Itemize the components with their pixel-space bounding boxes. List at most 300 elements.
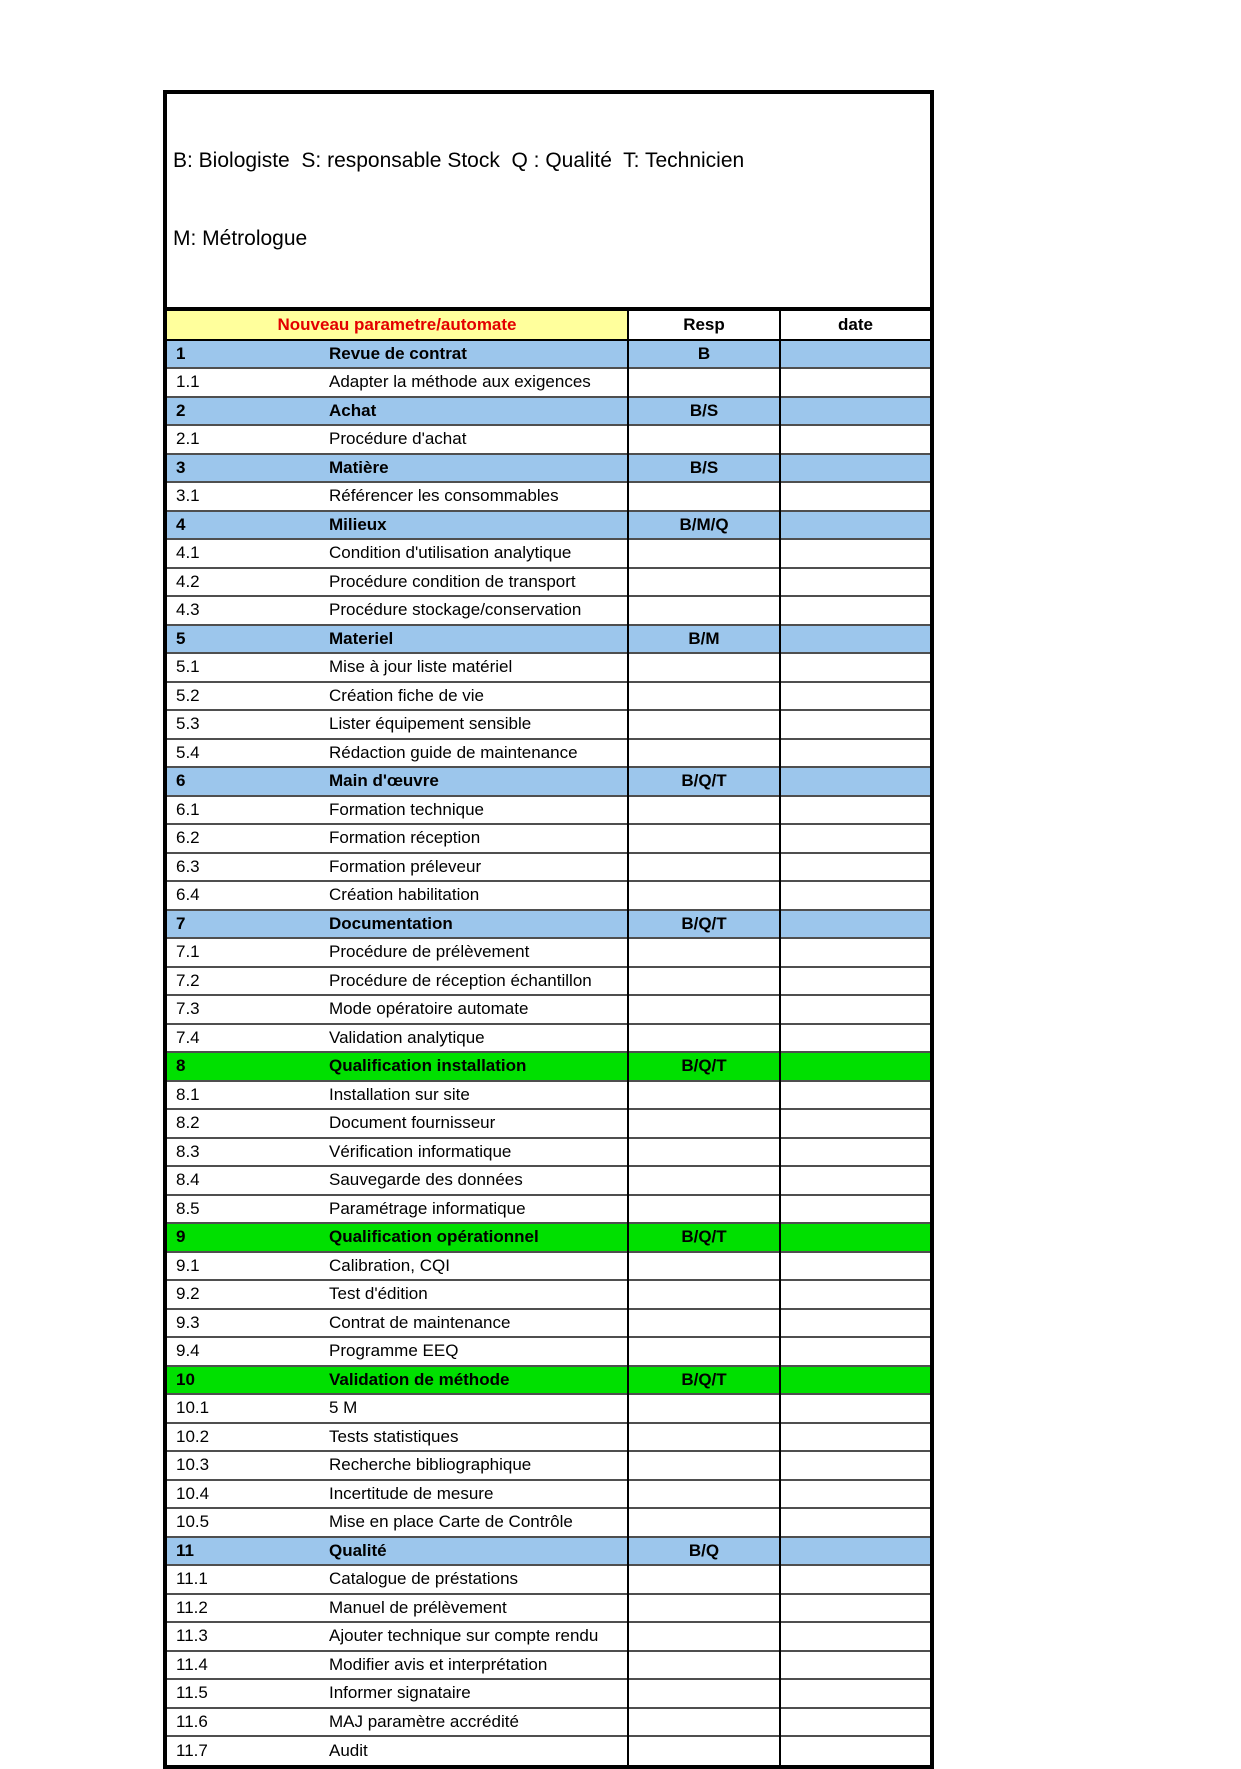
row-label: Sauvegarde des données (329, 1170, 523, 1190)
resp-cell (628, 1708, 780, 1737)
row-label: Lister équipement sensible (329, 714, 532, 734)
table-row (167, 938, 930, 967)
row-label: Catalogue de préstations (329, 1569, 519, 1589)
date-cell (780, 853, 930, 882)
resp-cell (628, 796, 780, 825)
resp-cell (628, 1138, 780, 1167)
table-row (167, 539, 930, 568)
planning-table (167, 311, 930, 1765)
table-row (167, 625, 930, 654)
row-label: Installation sur site (329, 1084, 470, 1104)
resp-cell (628, 995, 780, 1024)
row-number: 9.1 (176, 1255, 200, 1275)
param-cell (167, 1679, 628, 1708)
param-cell (167, 739, 628, 768)
resp-cell (628, 1451, 780, 1480)
row-label: Recherche bibliographique (329, 1455, 532, 1475)
column-header-date: date (780, 311, 930, 340)
resp-cell (628, 1651, 780, 1680)
row-label: Milieux (329, 514, 387, 534)
table-row (167, 1708, 930, 1737)
row-label: Rédaction guide de maintenance (329, 742, 578, 762)
resp-cell: B (628, 340, 780, 369)
resp-cell (628, 881, 780, 910)
param-cell (167, 1109, 628, 1138)
param-cell (167, 881, 628, 910)
param-cell (167, 340, 628, 369)
date-cell (780, 482, 930, 511)
row-label: Validation de méthode (329, 1369, 510, 1389)
resp-cell: B/Q/T (628, 1223, 780, 1252)
table-row (167, 1537, 930, 1566)
param-cell (167, 1423, 628, 1452)
row-number: 4 (176, 514, 186, 534)
date-cell (780, 710, 930, 739)
param-cell (167, 539, 628, 568)
resp-cell (628, 1679, 780, 1708)
param-cell (167, 910, 628, 939)
date-cell (780, 1195, 930, 1224)
table-row (167, 1736, 930, 1765)
row-number: 8 (176, 1056, 186, 1076)
table-row (167, 710, 930, 739)
legend-line-1: B: Biologiste S: responsable Stock Q : Qualité T: Technicien (173, 149, 745, 172)
resp-cell (628, 1508, 780, 1537)
param-cell (167, 625, 628, 654)
row-number: 4.3 (176, 600, 200, 620)
row-number: 11.1 (176, 1569, 208, 1589)
param-cell (167, 511, 628, 540)
table-row (167, 1052, 930, 1081)
row-label: Procédure stockage/conservation (329, 600, 582, 620)
row-number: 8.3 (176, 1141, 200, 1161)
table-row (167, 1451, 930, 1480)
date-cell (780, 910, 930, 939)
row-label: Tests statistiques (329, 1426, 459, 1446)
row-label: Materiel (329, 628, 394, 648)
resp-cell (628, 938, 780, 967)
date-cell (780, 739, 930, 768)
table-row (167, 1480, 930, 1509)
row-label: Création habilitation (329, 885, 480, 905)
row-number: 7.2 (176, 970, 200, 990)
table-row (167, 1366, 930, 1395)
param-cell (167, 853, 628, 882)
resp-cell (628, 1736, 780, 1765)
legend-box (167, 94, 930, 311)
table-row (167, 824, 930, 853)
row-number: 10.4 (176, 1483, 210, 1503)
date-cell (780, 1736, 930, 1765)
row-label: Modifier avis et interprétation (329, 1654, 548, 1674)
table-row (167, 1679, 930, 1708)
param-cell (167, 767, 628, 796)
legend-line-2: M: Métrologue (173, 227, 308, 250)
param-cell (167, 1337, 628, 1366)
date-cell (780, 767, 930, 796)
row-number: 4.2 (176, 571, 200, 591)
row-number: 8.4 (176, 1170, 200, 1190)
resp-cell: B/S (628, 397, 780, 426)
date-cell (780, 1337, 930, 1366)
row-label: Mise à jour liste matériel (329, 657, 513, 677)
row-label: Documentation (329, 913, 453, 933)
param-cell (167, 596, 628, 625)
table-row (167, 881, 930, 910)
row-label: Formation technique (329, 799, 484, 819)
param-cell (167, 1394, 628, 1423)
table-row (167, 568, 930, 597)
row-label: Ajouter technique sur compte rendu (329, 1626, 599, 1646)
row-number: 10 (176, 1369, 195, 1389)
table-row (167, 511, 930, 540)
row-number: 3.1 (176, 486, 200, 506)
param-cell (167, 482, 628, 511)
param-cell (167, 653, 628, 682)
row-number: 3 (176, 457, 186, 477)
table-row (167, 596, 930, 625)
param-cell (167, 1708, 628, 1737)
resp-cell (628, 368, 780, 397)
row-label: Incertitude de mesure (329, 1483, 494, 1503)
row-label: Validation analytique (329, 1027, 485, 1047)
table-row (167, 1280, 930, 1309)
date-cell (780, 454, 930, 483)
resp-cell: B/M/Q (628, 511, 780, 540)
date-cell (780, 397, 930, 426)
date-cell (780, 1651, 930, 1680)
param-cell (167, 967, 628, 996)
table-row (167, 1109, 930, 1138)
resp-cell (628, 1195, 780, 1224)
param-cell (167, 425, 628, 454)
date-cell (780, 511, 930, 540)
row-number: 4.1 (176, 543, 200, 563)
table-body (167, 340, 930, 1765)
param-cell (167, 1195, 628, 1224)
param-cell (167, 1138, 628, 1167)
table-row (167, 397, 930, 426)
date-cell (780, 1508, 930, 1537)
table-row (167, 1622, 930, 1651)
param-cell (167, 1252, 628, 1281)
resp-cell (628, 596, 780, 625)
row-label: Programme EEQ (329, 1341, 459, 1361)
row-number: 6.1 (176, 799, 200, 819)
row-number: 6.4 (176, 885, 200, 905)
param-cell (167, 682, 628, 711)
row-number: 10.5 (176, 1512, 210, 1532)
date-cell (780, 1252, 930, 1281)
row-label: 5 M (329, 1398, 358, 1418)
resp-cell: B/Q/T (628, 1366, 780, 1395)
date-cell (780, 368, 930, 397)
resp-cell (628, 568, 780, 597)
param-cell (167, 824, 628, 853)
param-cell (167, 1309, 628, 1338)
param-cell (167, 938, 628, 967)
row-number: 11.3 (176, 1626, 208, 1646)
row-number: 7.3 (176, 999, 200, 1019)
row-label: Qualification installation (329, 1056, 527, 1076)
row-label: Référencer les consommables (329, 486, 559, 506)
row-label: Matière (329, 457, 389, 477)
planning-table-container (163, 90, 934, 1769)
table-row (167, 653, 930, 682)
resp-cell (628, 682, 780, 711)
date-cell (780, 1309, 930, 1338)
row-number: 7 (176, 913, 186, 933)
row-label: Calibration, CQI (329, 1255, 450, 1275)
resp-cell (628, 482, 780, 511)
row-label: Condition d'utilisation analytique (329, 543, 572, 563)
row-label: Vérification informatique (329, 1141, 512, 1161)
date-cell (780, 340, 930, 369)
date-cell (780, 938, 930, 967)
param-cell (167, 995, 628, 1024)
table-row (167, 1508, 930, 1537)
param-cell (167, 1280, 628, 1309)
row-number: 5.1 (176, 657, 200, 677)
resp-cell (628, 967, 780, 996)
row-number: 9.4 (176, 1341, 200, 1361)
row-label: Adapter la méthode aux exigences (329, 372, 591, 392)
table-row (167, 995, 930, 1024)
row-label: Procédure condition de transport (329, 571, 576, 591)
param-cell (167, 1565, 628, 1594)
resp-cell (628, 1166, 780, 1195)
date-cell (780, 1480, 930, 1509)
row-number: 11.4 (176, 1654, 208, 1674)
resp-cell (628, 1565, 780, 1594)
resp-cell (628, 1394, 780, 1423)
date-cell (780, 1622, 930, 1651)
row-number: 8.5 (176, 1198, 200, 1218)
param-cell (167, 1622, 628, 1651)
resp-cell (628, 853, 780, 882)
table-row (167, 1309, 930, 1338)
row-number: 11.7 (176, 1740, 208, 1760)
resp-cell: B/Q/T (628, 767, 780, 796)
row-label: Revue de contrat (329, 343, 467, 363)
date-cell (780, 1366, 930, 1395)
table-row (167, 1223, 930, 1252)
table-row (167, 1337, 930, 1366)
table-row (167, 967, 930, 996)
row-label: Formation préleveur (329, 856, 482, 876)
row-number: 8.1 (176, 1084, 200, 1104)
param-cell (167, 1223, 628, 1252)
resp-cell (628, 1024, 780, 1053)
resp-cell: B/Q (628, 1537, 780, 1566)
date-cell (780, 1423, 930, 1452)
row-number: 11.5 (176, 1683, 208, 1703)
param-cell (167, 1052, 628, 1081)
resp-cell (628, 710, 780, 739)
row-number: 11.6 (176, 1711, 208, 1731)
date-cell (780, 1109, 930, 1138)
table-header-row (167, 311, 930, 340)
row-number: 11.2 (176, 1597, 208, 1617)
row-number: 9 (176, 1227, 186, 1247)
param-cell (167, 1081, 628, 1110)
param-cell (167, 568, 628, 597)
table-row (167, 796, 930, 825)
date-cell (780, 625, 930, 654)
resp-cell (628, 1252, 780, 1281)
row-label: Informer signataire (329, 1683, 471, 1703)
param-cell (167, 1508, 628, 1537)
table-row (167, 1252, 930, 1281)
table-row (167, 1423, 930, 1452)
row-number: 11 (176, 1540, 194, 1560)
date-cell (780, 539, 930, 568)
row-number: 2 (176, 400, 186, 420)
resp-cell: B/S (628, 454, 780, 483)
row-number: 9.3 (176, 1312, 200, 1332)
date-cell (780, 1166, 930, 1195)
resp-cell (628, 1309, 780, 1338)
date-cell (780, 682, 930, 711)
row-label: MAJ paramètre accrédité (329, 1711, 519, 1731)
resp-cell (628, 1337, 780, 1366)
row-label: Procédure de réception échantillon (329, 970, 592, 990)
row-number: 1 (176, 343, 186, 363)
row-number: 2.1 (176, 429, 200, 449)
row-label: Procédure de prélèvement (329, 942, 530, 962)
row-number: 5.3 (176, 714, 200, 734)
date-cell (780, 1081, 930, 1110)
date-cell (780, 1679, 930, 1708)
date-cell (780, 1024, 930, 1053)
row-number: 8.2 (176, 1113, 200, 1133)
row-label: Formation réception (329, 828, 481, 848)
table-row (167, 739, 930, 768)
row-number: 9.2 (176, 1284, 200, 1304)
param-cell (167, 796, 628, 825)
row-number: 10.1 (176, 1398, 210, 1418)
param-cell (167, 454, 628, 483)
row-label: Qualité (329, 1540, 387, 1560)
resp-cell (628, 653, 780, 682)
table-row (167, 1565, 930, 1594)
table-row (167, 853, 930, 882)
table-row (167, 482, 930, 511)
row-label: Contrat de maintenance (329, 1312, 511, 1332)
date-cell (780, 967, 930, 996)
row-label: Paramétrage informatique (329, 1198, 526, 1218)
table-row (167, 1594, 930, 1623)
table-row (167, 1138, 930, 1167)
table-row (167, 1166, 930, 1195)
date-cell (780, 568, 930, 597)
resp-cell (628, 1622, 780, 1651)
date-cell (780, 881, 930, 910)
table-row (167, 910, 930, 939)
row-number: 7.1 (176, 942, 200, 962)
date-cell (780, 1537, 930, 1566)
table-row (167, 1024, 930, 1053)
resp-cell: B/Q/T (628, 910, 780, 939)
row-label: Manuel de prélèvement (329, 1597, 507, 1617)
row-label: Création fiche de vie (329, 685, 484, 705)
table-row (167, 767, 930, 796)
param-cell (167, 1651, 628, 1680)
table-row (167, 340, 930, 369)
resp-cell: B/M (628, 625, 780, 654)
row-label: Document fournisseur (329, 1113, 496, 1133)
table-row (167, 1394, 930, 1423)
resp-cell (628, 739, 780, 768)
row-label: Achat (329, 400, 377, 420)
column-header-resp: Resp (628, 311, 780, 340)
param-cell (167, 1594, 628, 1623)
row-number: 6.3 (176, 856, 200, 876)
row-number: 7.4 (176, 1027, 200, 1047)
date-cell (780, 824, 930, 853)
date-cell (780, 1565, 930, 1594)
resp-cell: B/Q/T (628, 1052, 780, 1081)
row-number: 6.2 (176, 828, 200, 848)
date-cell (780, 1594, 930, 1623)
resp-cell (628, 1081, 780, 1110)
resp-cell (628, 1423, 780, 1452)
row-number: 5 (176, 628, 186, 648)
row-label: Audit (329, 1740, 368, 1760)
table-row (167, 425, 930, 454)
row-label: Mode opératoire automate (329, 999, 529, 1019)
row-number: 1.1 (176, 372, 200, 392)
row-label: Mise en place Carte de Contrôle (329, 1512, 573, 1532)
date-cell (780, 596, 930, 625)
param-cell (167, 1736, 628, 1765)
row-label: Main d'œuvre (329, 771, 439, 791)
resp-cell (628, 1480, 780, 1509)
resp-cell (628, 1280, 780, 1309)
row-label: Procédure d'achat (329, 429, 467, 449)
param-cell (167, 1166, 628, 1195)
table-row (167, 1195, 930, 1224)
date-cell (780, 1394, 930, 1423)
param-cell (167, 397, 628, 426)
date-cell (780, 1451, 930, 1480)
date-cell (780, 653, 930, 682)
param-cell (167, 710, 628, 739)
table-row (167, 1081, 930, 1110)
date-cell (780, 1280, 930, 1309)
param-cell (167, 1366, 628, 1395)
row-number: 6 (176, 771, 186, 791)
date-cell (780, 1138, 930, 1167)
date-cell (780, 425, 930, 454)
table-row (167, 368, 930, 397)
row-number: 5.2 (176, 685, 200, 705)
param-cell (167, 1451, 628, 1480)
table-row (167, 1651, 930, 1680)
resp-cell (628, 539, 780, 568)
column-header-param: Nouveau parametre/automate (167, 311, 628, 340)
row-label: Qualification opérationnel (329, 1227, 539, 1247)
resp-cell (628, 824, 780, 853)
table-row (167, 682, 930, 711)
table-row (167, 454, 930, 483)
resp-cell (628, 1594, 780, 1623)
resp-cell (628, 1109, 780, 1138)
date-cell (780, 1708, 930, 1737)
param-cell (167, 1537, 628, 1566)
row-label: Test d'édition (329, 1284, 428, 1304)
row-number: 10.2 (176, 1426, 210, 1446)
